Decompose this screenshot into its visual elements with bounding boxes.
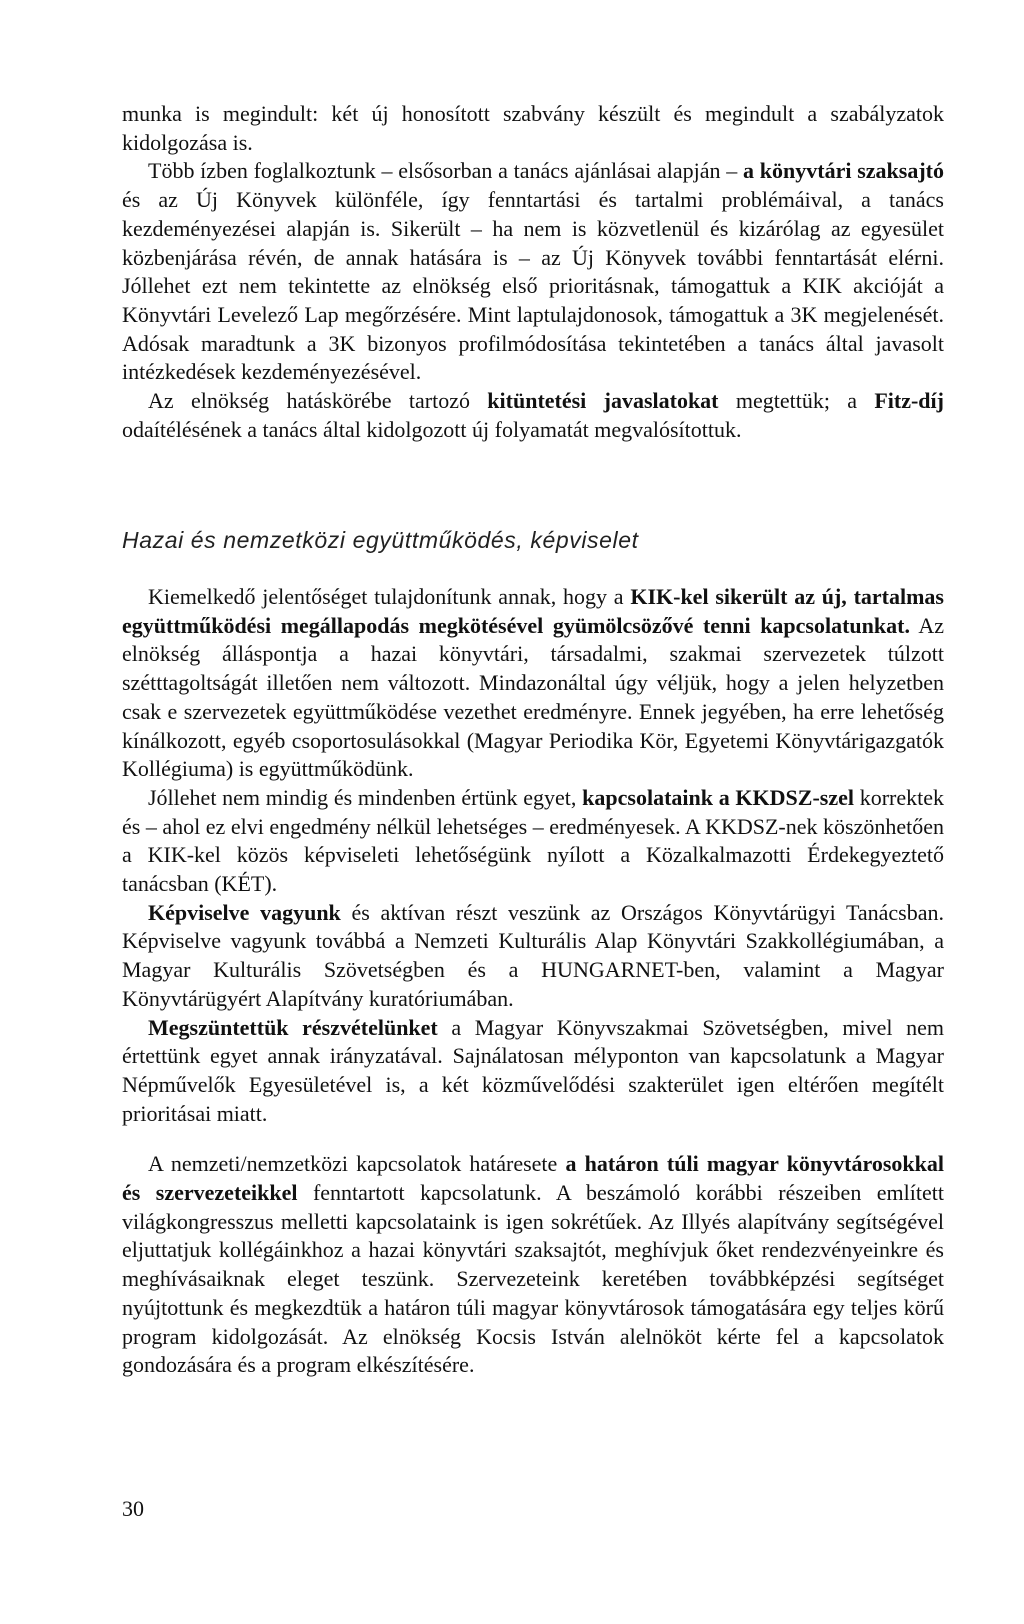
section-1-text xyxy=(122,100,944,444)
emphasis-fitz-dij: Fitz-díj xyxy=(874,388,944,414)
emphasis-kepviselve-vagyunk: Képviselve vagyunk xyxy=(148,899,341,925)
paragraph-hataron-tuli: A nemzeti/nemzetközi kapcsolatok határesete a határon túli magyar könyvtárosokkal és szervezeteikkel fenntartott kapcsolatunk. A beszámoló korábbi részeiben említett világkongresszus melletti kapcsolataink is igen sokrétűek. Az Illyés alapítvány segítségével eljuttatjuk kollégáinkhoz a hazai könyvtári szaksajtót, meghívjuk őket rendezvényeinkre és meghívásaiknak eleget teszünk. Szervezeteink keretében továbbképzési segítséget nyújtottunk és megkezdtük a határon túli magyar könyvtárosok támogatására egy teljes körű program kidolgozását. Az elnökség Kocsis István alelnököt kérte fel a kapcsolatok gondozására és a program elkészítésére. xyxy=(122,1151,944,1378)
emphasis-kik-megallapodas: KIK-kel sikerült az új, tartalmas együttműködési megállapodás megkötésével gyümölcsözővé tenni kapcsolatunkat. xyxy=(122,584,944,638)
paragraph-kik: Kiemelkedő jelentőséget tulajdonítunk annak, hogy a KIK-kel sikerült az új, tartalmas együttműködési megállapodás megkötésével gyümölcsözővé tenni kapcsolatunkat. Az elnökség álláspontja a hazai könyvtári, társadalmi, szakmai szervezetek túlzott szétttagoltságát illetően nem változott. Mindazonáltal úgy véljük, hogy a jelen helyzetben csak e szervezetek együttműködése vezethet eredményre. Ennek jegyében, ha erre lehetőség kínálkozott, egyéb csoportosulásokkal (Magyar Periodika Kör, Egyetemi Könyvtárigazgatók Kollégiuma) is együttműködünk. xyxy=(122,584,944,782)
paragraph-szaksajto: Több ízben foglalkoztunk – elsősorban a tanács ajánlásai alapján – a könyvtári szaksajtó és az Új Könyvek különféle, így fenntartási és tartalmi problémáival, a tanács kezdeményezései alapján is. Sikerült – ha nem is közvetlenül és kizárólag az egyesület közbenjárása révén, de annak hatására is – az Új Könyvek további fenntartását elérni. Jóllehet ezt nem tekintette az elnökség első prioritásnak, támogattuk a KIK akcióját a Könyvtári Levelező Lap megőrzésére. Mint laptulajdonosok, támogattuk a 3K megjelenését. Adósak maradtunk a 3K bizonyos profilmódosítása tekintetében a tanács által javasolt intézkedések kezdeményezésével. xyxy=(122,158,944,385)
section-heading: Hazai és nemzetközi együttműködés, képviselet xyxy=(122,527,639,553)
emphasis-hataron-tuli: a határon túli magyar könyvtárosokkal és szervezeteikkel xyxy=(122,1151,944,1206)
paragraph-megszuntettuk: Megszüntettük részvételünket a Magyar Könyvszakmai Szövetségben, mivel nem értettünk egyet annak irányzatával. Sajnálatosan mélyponton van kapcsolatunk a Magyar Népművelők Egyesületével is, a két közművelődési szakterület igen eltérően megítélt prioritásai miatt. xyxy=(122,1014,944,1126)
emphasis-kkdsz: kapcsolataink a KKDSZ-szel xyxy=(582,784,854,810)
emphasis-megszuntettuk: Megszüntettük részvételünket xyxy=(148,1014,438,1040)
page-number: 30 xyxy=(122,1496,144,1521)
paragraph-kituntetes: Az elnökség hatáskörébe tartozó kitüntetési javaslatokat megtettük; a Fitz-díj odaítélésének a tanács által kidolgozott új folyamatát megvalósítottuk. xyxy=(122,388,944,442)
emphasis-kituntetesi-javaslatok: kitüntetési javaslatokat xyxy=(487,388,719,414)
paragraph-continuation: munka is megindult: két új honosított szabvány készült és megindult a szabályzatok kidolgozása is. xyxy=(122,101,944,155)
emphasis-konyvtari-szaksajto: a könyvtári szaksajtó xyxy=(743,158,944,184)
section-2-text xyxy=(122,583,944,1380)
paragraph-kkdsz: Jóllehet nem mindig és mindenben értünk egyet, kapcsolataink a KKDSZ-szel korrektek és – ahol ez elvi engedmény nélkül lehetséges – eredményesek. A KKDSZ-nek köszönhetően a KIK-kel közös képviseleti lehetőségünk nyílott a Közalkalmazotti Érdekegyeztető tanácsban (KÉT). xyxy=(122,784,945,897)
paragraph-kepviselet: Képviselve vagyunk és aktívan részt veszünk az Országos Könyvtárügyi Tanácsban. Képviselve vagyunk továbbá a Nemzeti Kulturális Alap Könyvtári Szakkollégiumában, a Magyar Kulturális Szövetségben és a HUNGARNET-ben, valamint a Magyar Könyvtárügyért Alapítvány kuratóriumában. xyxy=(122,899,944,1011)
